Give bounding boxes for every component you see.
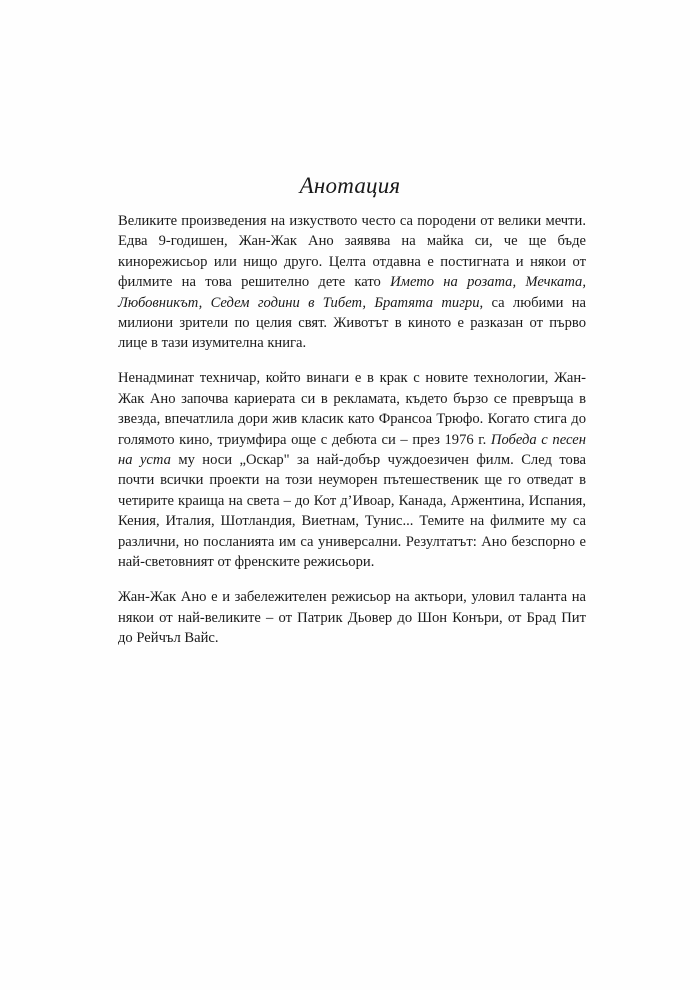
text-segment: , са любими на милиони зрители по целия свят. Животът в киното е разказан от първо лице в тази изумителна книга. bbox=[118, 294, 586, 352]
film-titles: Името на розата, Мечката, Любовникът, Седем години в Тибет, Братята тигри bbox=[118, 274, 586, 311]
paragraph-2 bbox=[118, 368, 586, 572]
paragraph-3 bbox=[118, 587, 586, 648]
text-segment: Великите произведения на изкуството често са породени от велики мечти. Едва 9-годишен, Жан-Жак Ано заявява на майка си, че ще бъде кинорежисьор или нищо друго. Целта отдавна е постигната и някои от филмите на това решително дете като bbox=[118, 213, 586, 291]
paragraph-1 bbox=[118, 211, 586, 354]
page-title: Анотация bbox=[299, 173, 401, 198]
film-title: Победа с песен на уста bbox=[118, 431, 586, 469]
annotation-body bbox=[118, 211, 586, 663]
text-segment: Ненадминат техничар, който винаги е в крак с новите технологии, Жан-Жак Ано започва кариерата си в рекламата, където бързо се превръща в звезда, впечатлила дори жив класик като Франсоа Трюфо. Когато стига до голямото кино, триумфира още с дебюта си – през 1976 г. bbox=[118, 370, 586, 448]
text-segment: му носи „Оскар" за най-добър чуждоезичен филм. След това почти всички проекти на този неуморен пътешественик ще го отведат в четирите краища на света – до Кот д’Ивоар, Канада, Аржентина, Испания, Кения, Италия, Шотландия, Виетнам, Тунис... Темите на филмите му са различни, но посланията им са универсални. Резултатът: Ано безспорно е най-световният от френските режисьори. bbox=[118, 452, 587, 571]
text-segment: Жан-Жак Ано е и забележителен режисьор на актьори, уловил таланта на някои от най-великите – от Патрик Дьовер до Шон Конъри, от Брад Пит до Рейчъл Вайс. bbox=[118, 589, 586, 646]
